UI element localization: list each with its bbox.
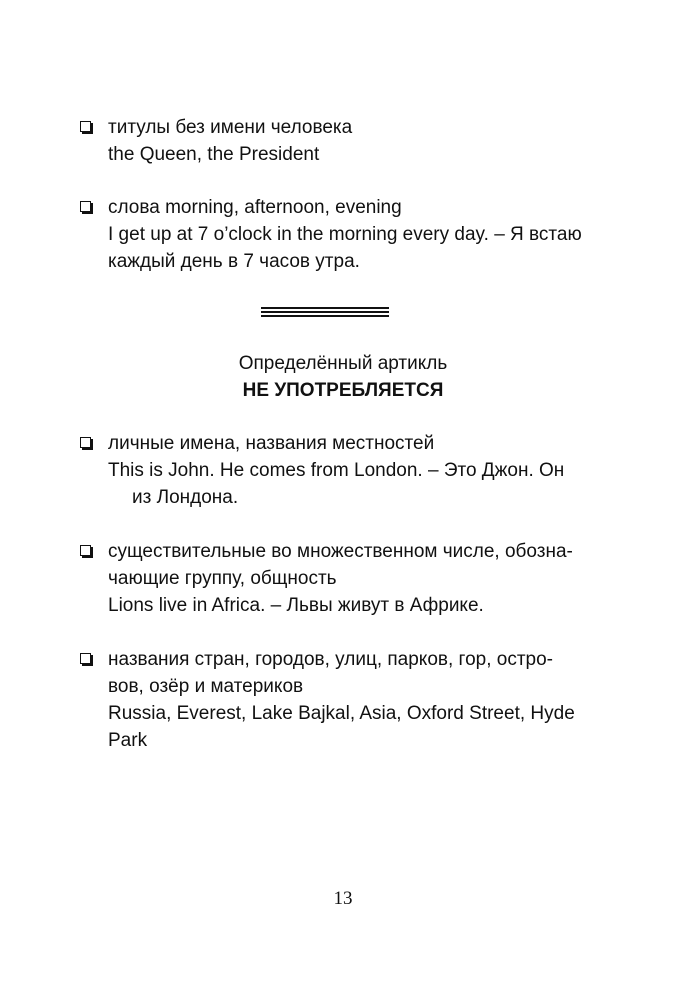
list-item-line: слова morning, afternoon, evening: [108, 197, 402, 218]
list-item-line: из Лондона.: [132, 487, 239, 508]
page-number: 13: [333, 888, 353, 909]
list-item: [80, 538, 585, 619]
checkbox-bullet-icon: [80, 653, 91, 664]
list-item-line: the Queen, the President: [108, 144, 320, 165]
list-item-line: Russia, Everest, Lake Bajkal, Asia, Oxford Street, Hyde: [108, 703, 575, 724]
checkbox-bullet-icon: [80, 545, 91, 556]
heading-line-1: Определённый артикль: [238, 353, 448, 374]
list-item-text: [108, 646, 585, 754]
list-item: [80, 646, 585, 754]
checkbox-bullet-icon: [80, 201, 91, 212]
list-item-line: названия стран, городов, улиц, парков, гор, остро-: [108, 649, 553, 670]
list-item-line: существительные во множественном числе, обозна-: [108, 541, 573, 562]
divider-line: [261, 315, 389, 317]
list-item-text: [108, 538, 585, 619]
list-item-text: [108, 114, 585, 168]
list-item-text: [108, 430, 585, 511]
list-item: [80, 194, 585, 275]
divider-line: [261, 311, 389, 313]
checkbox-bullet-icon: [80, 121, 91, 132]
list-item-text: [108, 194, 585, 275]
list-item-line: This is John. He comes from London. – Это Джон. Он: [108, 460, 565, 481]
divider-line: [261, 307, 389, 309]
list-item-line: титулы без имени человека: [108, 117, 353, 138]
list-item-line: I get up at 7 o’clock in the morning every day. – Я встаю: [108, 224, 582, 245]
section-heading: [0, 350, 686, 404]
list-item: [80, 114, 585, 168]
heading-line-2: НЕ УПОТРЕБЛЯЕТСЯ: [242, 380, 444, 401]
list-item-line: Lions live in Africa. – Львы живут в Африке.: [108, 595, 484, 616]
checkbox-bullet-icon: [80, 437, 91, 448]
list-item-line: каждый день в 7 часов утра.: [108, 251, 360, 272]
list-item: [80, 430, 585, 511]
list-item-line: чающие группу, общность: [108, 568, 337, 589]
section-divider: [261, 307, 389, 319]
list-item-line: личные имена, названия местностей: [108, 433, 435, 454]
list-item-line: Park: [108, 730, 148, 751]
list-item-line: вов, озёр и материков: [108, 676, 304, 697]
